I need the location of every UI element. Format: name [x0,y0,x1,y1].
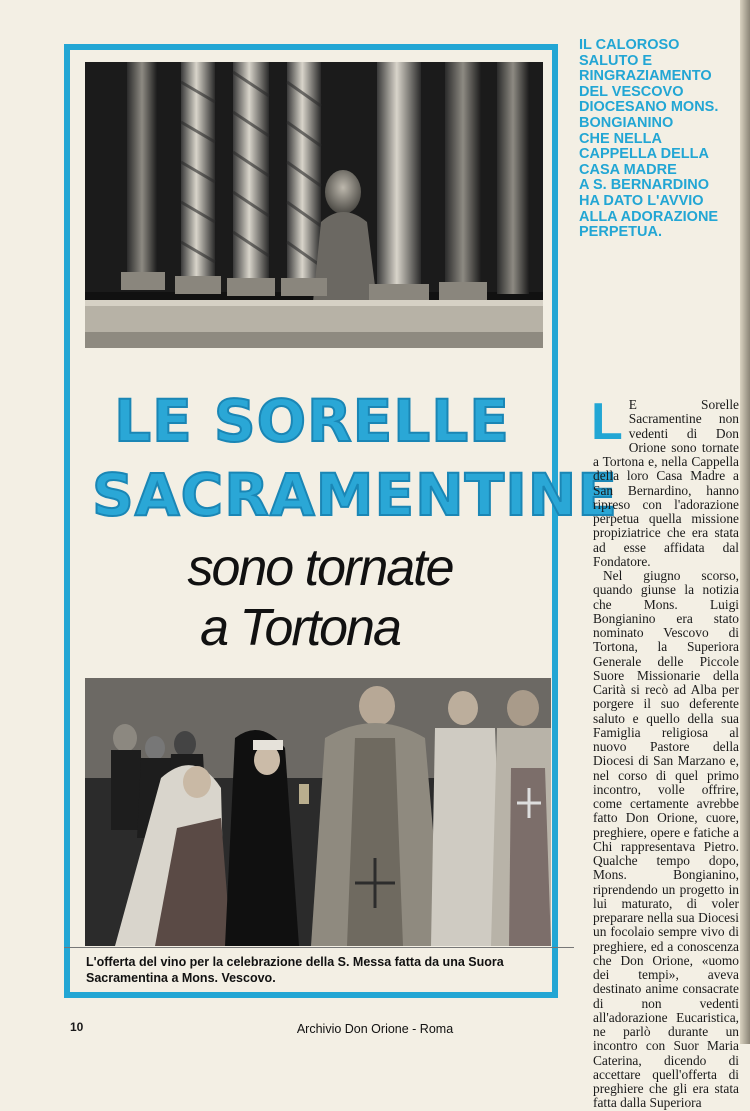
subtitle-line-1: sono tornate [187,539,453,597]
archive-footer: Archivio Don Orione - Roma [296,1022,454,1036]
photo-caption: L'offerta del vino per la celebrazione della S. Messa fatta da una Suora Sacramentina a Mons. Vescovo. [86,955,504,985]
title-line-1: LE SORELLE [114,387,510,455]
side-headline: IL CALOROSO SALUTO E RINGRAZIAMENTO DEL VESCOVO DIOCESANO MONS. BONGIANINO CHE NELLA CAPPELLA DELLA CASA MADRE A S. BERNARDINO HA DATO L'AVVIO ALLA ADORAZIONE PERPETUA. [579,37,719,241]
title-line-2: SACRAMENTINE [92,461,618,529]
caption-rule [64,947,574,948]
drop-cap: L [591,393,623,451]
subtitle-line-2: a Tortona [200,599,400,657]
article-paragraph-2: Nel giugno scorso, quando giunse la notizia che Mons. Luigi Bongianino era stato nominato Vescovo di Tortona, la Superiora Generale delle Piccole Suore Missionarie della Carità si recò ad Alba per porgere il suo deferente saluto e quello della sua Famiglia religiosa al nuovo Pastore della Diocesi di San Marzano e, nel corso di quel primo incontro, volle offrire, come certamente avrebbe fatto Don Orione, cuore, preghiere, opere e fatiche a Chi rappresentava Pietro. Qualche tempo dopo, Mons. Bongianino, riprendendo un progetto in lui maturato, di voler preparare nella sua Diocesi un focolaio sempre vivo di preghiere, ed a conoscenza che Don Orione, «uomo dei tempi», aveva destinato anime consacrate di non vedenti all'adorazione Eucaristica, ne parlò durante un incontro con Suor Maria Caterina, dicendo di accettare quell'offerta di preghiere che gli era stata fatta dalla Superiora [593,568,739,1111]
article-body [591,393,739,1111]
article-paragraph-1-text: E Sorelle Sacramentine non vedenti di Don Orione sono tornate a Tortona e, nella Cappella della loro Casa Madre a San Bernardino, hanno ripreso con l'adorazione perpetua quella missione propiziatrice che era stata ad esse affidata dal Fondatore. [593,397,739,569]
ceremony-photo [85,678,551,946]
cloister-photo [85,62,543,348]
page-number: 10 [70,1020,84,1034]
article-paragraph-1 [591,393,739,569]
